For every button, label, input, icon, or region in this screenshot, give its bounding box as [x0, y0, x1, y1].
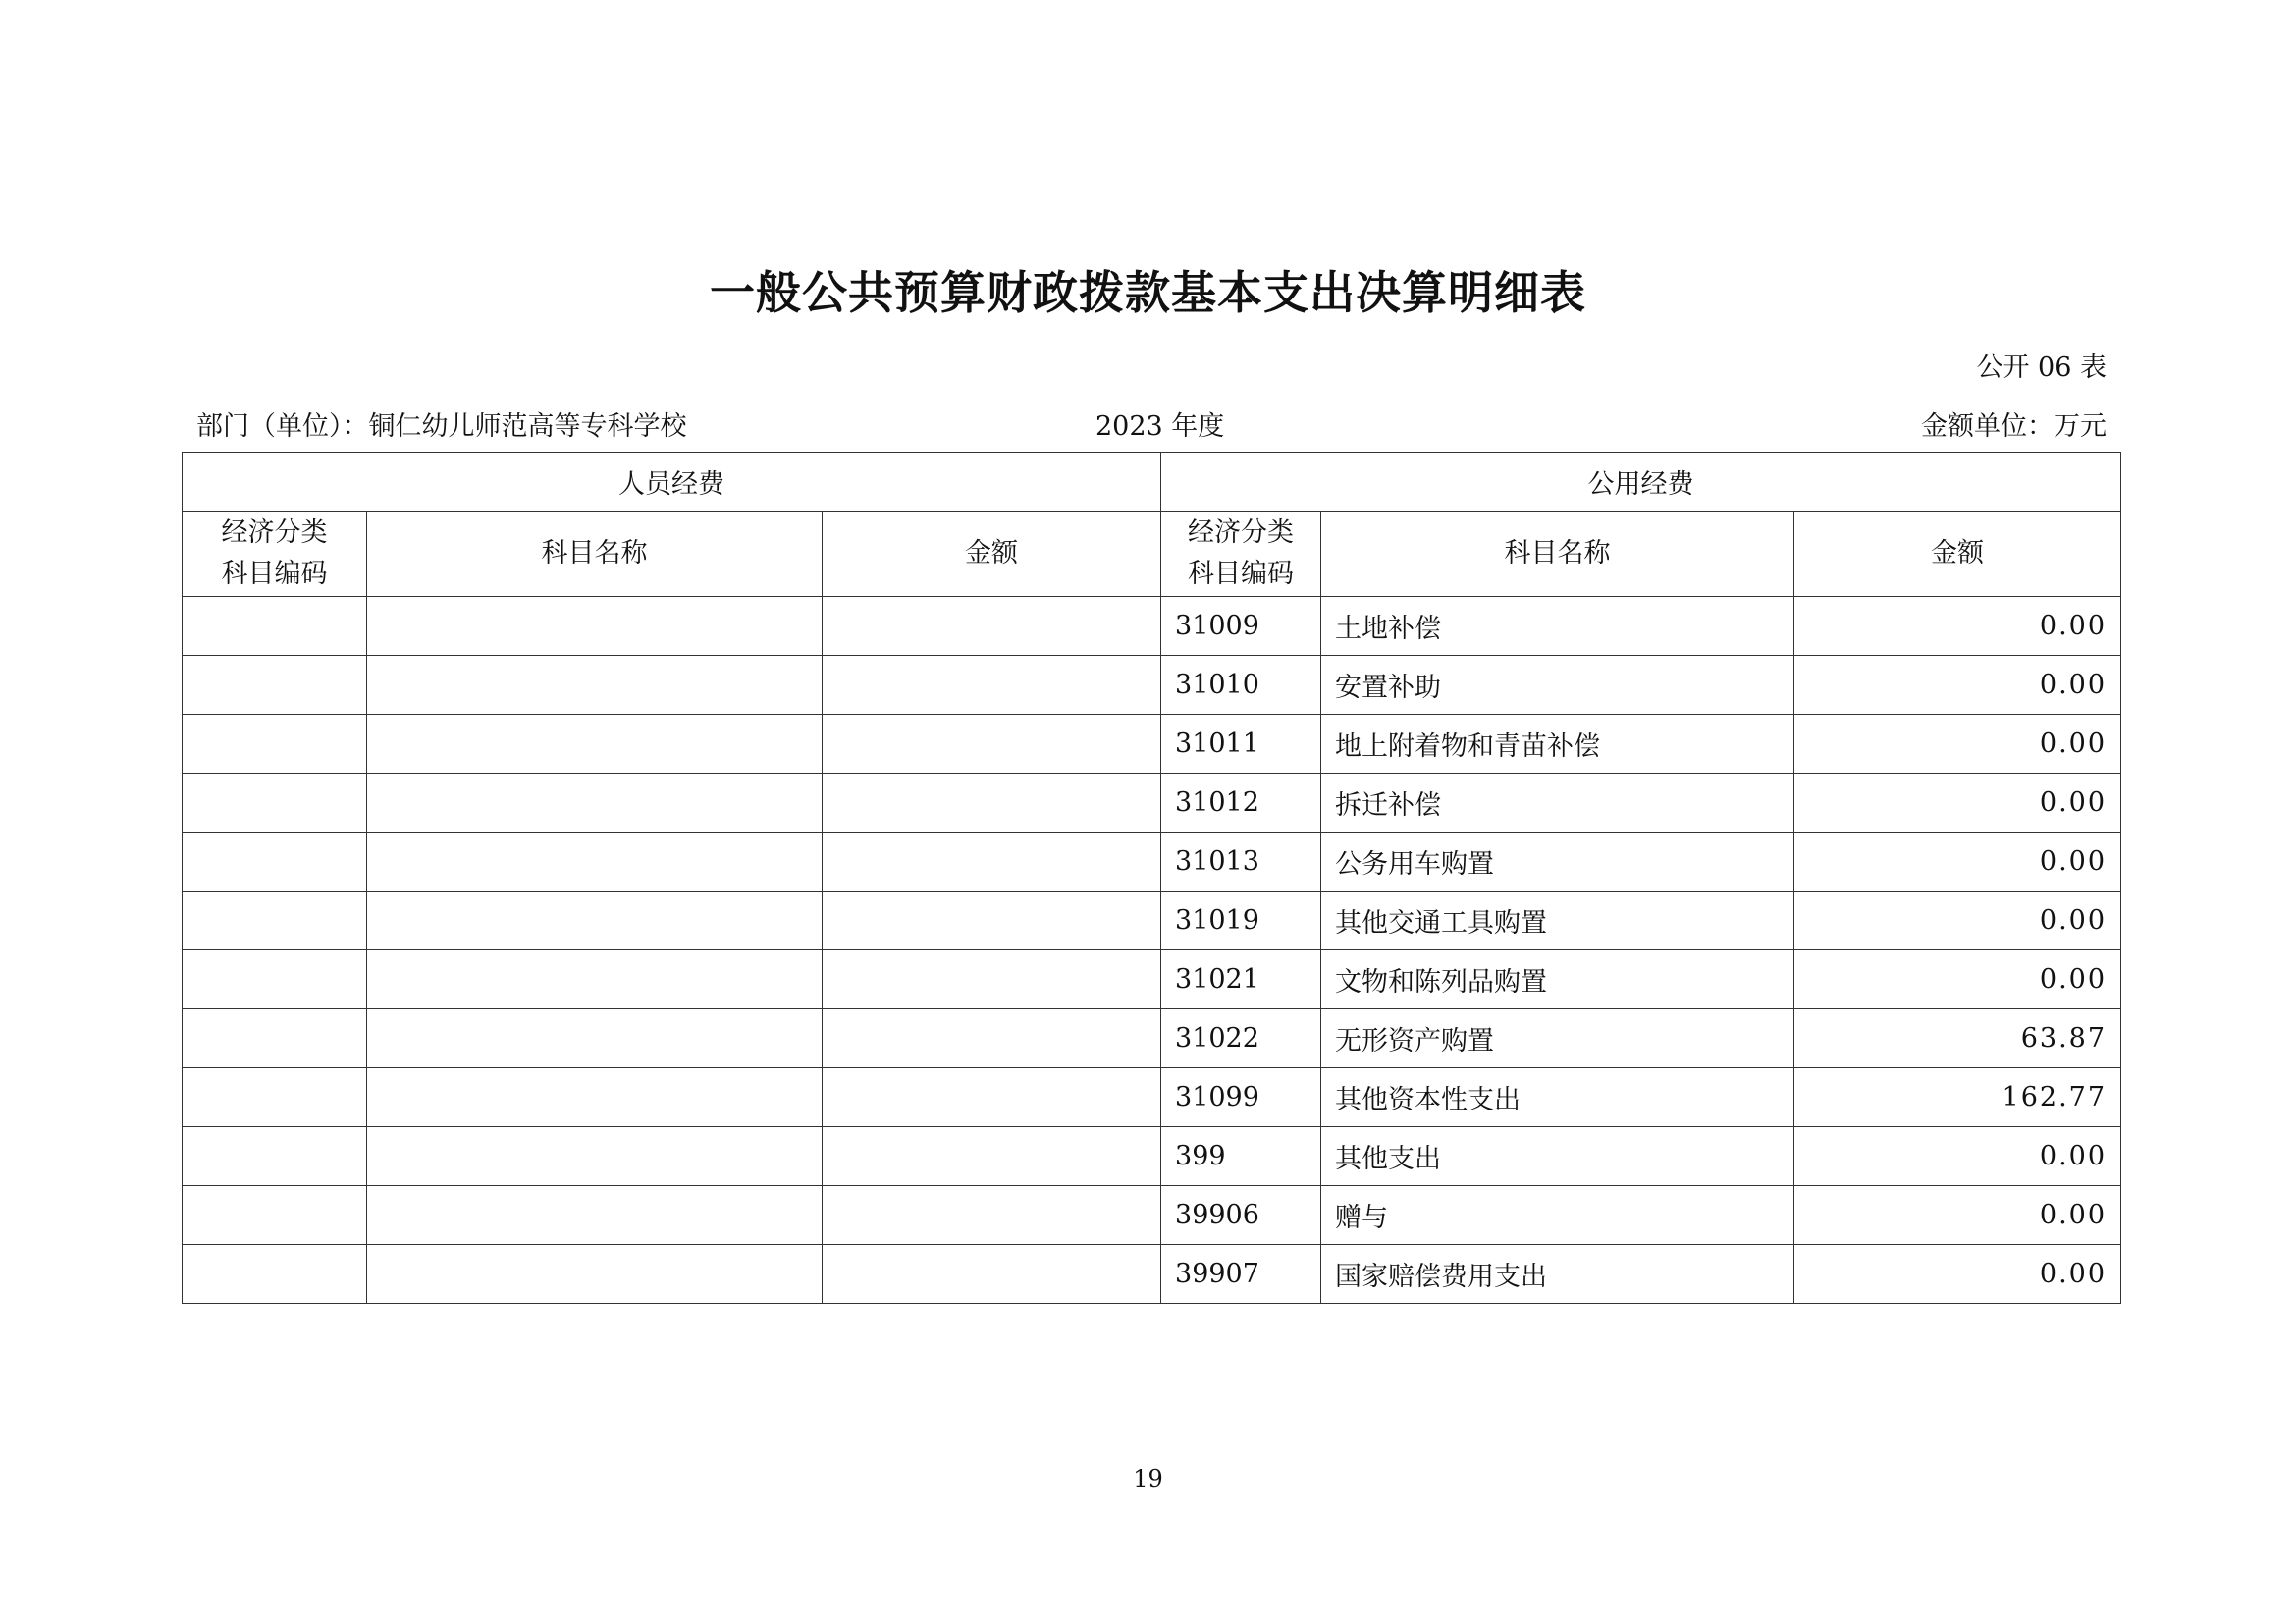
public-amount-cell: 0.00 [1794, 715, 2121, 774]
public-name-cell: 土地补偿 [1321, 597, 1794, 656]
table-row [183, 715, 2121, 774]
personnel-name-cell [367, 950, 823, 1009]
personnel-amount-cell [823, 1009, 1161, 1068]
public-code-cell: 31011 [1161, 715, 1321, 774]
table-row [183, 597, 2121, 656]
public-code-cell: 31012 [1161, 774, 1321, 833]
personnel-amount-cell [823, 1127, 1161, 1186]
personnel-code-cell [183, 1127, 367, 1186]
personnel-code-cell [183, 950, 367, 1009]
public-code-cell: 399 [1161, 1127, 1321, 1186]
group-header-row [183, 453, 2121, 512]
meta-row [196, 405, 2107, 440]
personnel-amount-cell [823, 833, 1161, 892]
personnel-name-cell [367, 774, 823, 833]
public-name-cell: 公务用车购置 [1321, 833, 1794, 892]
public-name-cell: 其他资本性支出 [1321, 1068, 1794, 1127]
personnel-name-cell [367, 1009, 823, 1068]
personnel-amount-cell [823, 656, 1161, 715]
table-row [183, 656, 2121, 715]
personnel-code-header [183, 512, 367, 597]
public-amount-cell: 0.00 [1794, 1127, 2121, 1186]
personnel-amount-cell [823, 1068, 1161, 1127]
personnel-code-cell [183, 1186, 367, 1245]
public-code-cell: 31099 [1161, 1068, 1321, 1127]
public-name-cell: 地上附着物和青苗补偿 [1321, 715, 1794, 774]
public-amount-cell: 0.00 [1794, 1186, 2121, 1245]
table-row [183, 892, 2121, 950]
public-code-cell: 31022 [1161, 1009, 1321, 1068]
table-row [183, 950, 2121, 1009]
group-personnel-header: 人员经费 [183, 453, 1161, 512]
public-code-cell: 31021 [1161, 950, 1321, 1009]
table-row [183, 1245, 2121, 1304]
table-row [183, 774, 2121, 833]
public-amount-cell: 0.00 [1794, 833, 2121, 892]
code-header-line2: 科目编码 [1188, 559, 1295, 589]
personnel-code-cell [183, 1009, 367, 1068]
public-name-cell: 无形资产购置 [1321, 1009, 1794, 1068]
public-code-cell: 31009 [1161, 597, 1321, 656]
public-code-cell: 39907 [1161, 1245, 1321, 1304]
personnel-name-cell [367, 1186, 823, 1245]
personnel-name-cell [367, 1068, 823, 1127]
public-code-cell: 31013 [1161, 833, 1321, 892]
public-code-cell: 31010 [1161, 656, 1321, 715]
code-header-line1: 经济分类 [1188, 517, 1295, 548]
personnel-amount-cell [823, 1186, 1161, 1245]
personnel-name-cell [367, 656, 823, 715]
personnel-amount-cell [823, 597, 1161, 656]
public-amount-cell: 162.77 [1794, 1068, 2121, 1127]
public-amount-cell: 0.00 [1794, 1245, 2121, 1304]
personnel-name-cell [367, 1245, 823, 1304]
public-amount-header: 金额 [1794, 512, 2121, 597]
public-amount-cell: 0.00 [1794, 656, 2121, 715]
public-amount-cell: 0.00 [1794, 774, 2121, 833]
personnel-code-cell [183, 597, 367, 656]
personnel-code-cell [183, 1068, 367, 1127]
public-amount-cell: 0.00 [1794, 950, 2121, 1009]
table-row [183, 1068, 2121, 1127]
public-name-cell: 文物和陈列品购置 [1321, 950, 1794, 1009]
personnel-amount-cell [823, 1245, 1161, 1304]
public-code-cell: 39906 [1161, 1186, 1321, 1245]
public-name-cell: 国家赔偿费用支出 [1321, 1245, 1794, 1304]
public-name-cell: 赠与 [1321, 1186, 1794, 1245]
amount-unit: 金额单位：万元 [1921, 411, 2107, 442]
table-row [183, 1127, 2121, 1186]
personnel-amount-cell [823, 715, 1161, 774]
table-row [183, 1186, 2121, 1245]
personnel-code-cell [183, 774, 367, 833]
public-amount-cell: 63.87 [1794, 1009, 2121, 1068]
personnel-amount-header: 金额 [823, 512, 1161, 597]
document-title: 一般公共预算财政拨款基本支出决算明细表 [710, 266, 1586, 319]
personnel-code-cell [183, 892, 367, 950]
personnel-name-cell [367, 1127, 823, 1186]
code-header-line1: 经济分类 [221, 517, 328, 548]
code-header-line2: 科目编码 [221, 559, 328, 589]
public-amount-cell: 0.00 [1794, 597, 2121, 656]
public-name-cell: 拆迁补偿 [1321, 774, 1794, 833]
public-code-header [1161, 512, 1321, 597]
public-name-cell: 其他交通工具购置 [1321, 892, 1794, 950]
personnel-name-header: 科目名称 [367, 512, 823, 597]
fiscal-year: 2023 年度 [1095, 411, 1225, 442]
page-number: 19 [1133, 1465, 1163, 1492]
column-header-row [183, 512, 2121, 597]
department-label: 部门（单位）：铜仁幼儿师范高等专科学校 [196, 411, 687, 442]
personnel-name-cell [367, 715, 823, 774]
personnel-code-cell [183, 715, 367, 774]
budget-table [182, 452, 2121, 1304]
personnel-code-cell [183, 1245, 367, 1304]
personnel-name-cell [367, 892, 823, 950]
public-name-header: 科目名称 [1321, 512, 1794, 597]
table-row [183, 833, 2121, 892]
personnel-amount-cell [823, 774, 1161, 833]
personnel-amount-cell [823, 892, 1161, 950]
personnel-code-cell [183, 833, 367, 892]
public-name-cell: 安置补助 [1321, 656, 1794, 715]
table-number: 公开 06 表 [1976, 352, 2107, 383]
personnel-name-cell [367, 833, 823, 892]
personnel-name-cell [367, 597, 823, 656]
public-name-cell: 其他支出 [1321, 1127, 1794, 1186]
table-row [183, 1009, 2121, 1068]
personnel-amount-cell [823, 950, 1161, 1009]
public-code-cell: 31019 [1161, 892, 1321, 950]
group-public-header: 公用经费 [1161, 453, 2121, 512]
personnel-code-cell [183, 656, 367, 715]
public-amount-cell: 0.00 [1794, 892, 2121, 950]
